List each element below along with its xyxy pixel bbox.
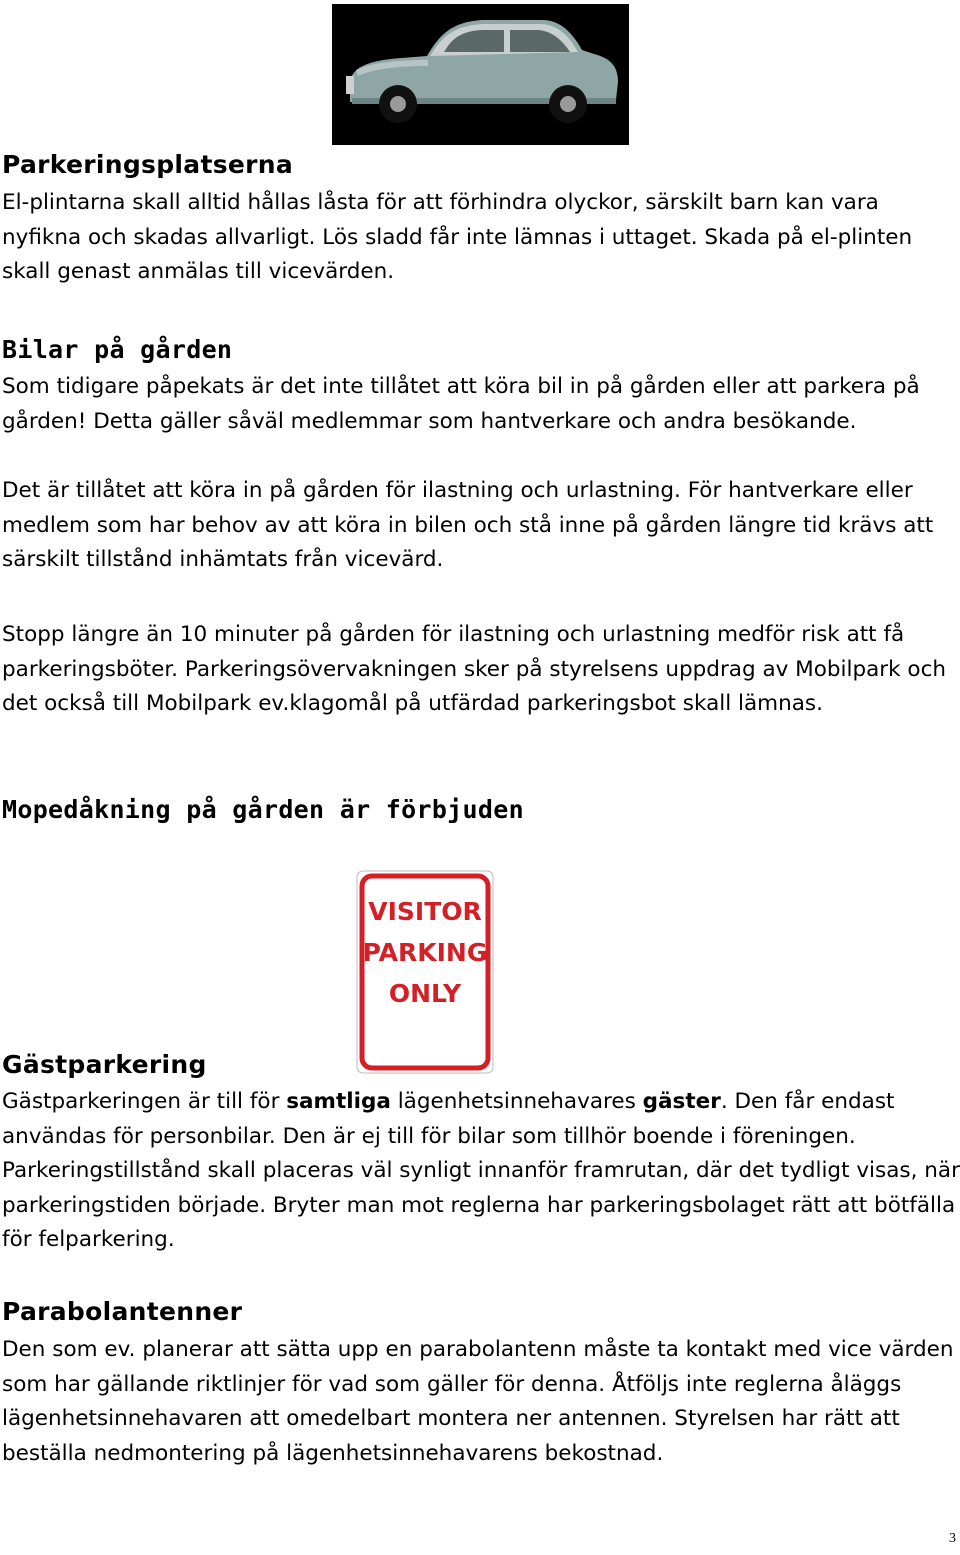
- paragraph-gastparkering: [2, 1085, 960, 1258]
- car-photo: [332, 4, 629, 145]
- heading-bilar-pa-garden: Bilar på gården: [2, 335, 233, 364]
- gast-text-1: Gästparkeringen är till för: [2, 1089, 287, 1114]
- car-icon: [332, 4, 629, 145]
- paragraph-bilar-3: Stopp längre än 10 minuter på gården för ilastning och urlastning medför risk att få parkeringsböter. Parkeringsövervakningen sker på styrelsens uppdrag av Mobilpark och det också till Mobilpark ev.klagomål på utfärdad parkeringsbot skall lämnas.: [2, 622, 947, 716]
- page-number: 3: [949, 1531, 956, 1546]
- paragraph-parabolantenner: Den som ev. planerar att sätta upp en parabolantenn måste ta kontakt med vice värden som har gällande riktlinjer för vad som gäller för denna. Åtföljs inte reglerna åläggs lägenhetsinnehavaren att omedelbart montera ner antennen. Styrelsen har rätt att beställa nedmontering på lägenhetsinnehavarens bekostnad.: [2, 1337, 954, 1466]
- heading-parkeringsplatserna: Parkeringsplatserna: [2, 150, 294, 179]
- sign-line-parking: PARKING: [362, 938, 488, 967]
- heading-moped: Mopedåkning på gården är förbjuden: [2, 795, 524, 824]
- gast-bold-samtliga: samtliga: [286, 1089, 391, 1114]
- sign-line-visitor: VISITOR: [368, 897, 482, 926]
- sign-line-only: ONLY: [388, 979, 462, 1008]
- gast-bold-gaster: gäster: [642, 1089, 721, 1114]
- heading-gastparkering: Gästparkering: [2, 1050, 207, 1079]
- paragraph-parkeringsplatserna: El-plintarna skall alltid hållas låsta för att förhindra olyckor, särskilt barn kan vara nyfikna och skadas allvarligt. Lös sladd får inte lämnas i uttaget. Skada på el-plinten skall genast anmälas till vicevärden.: [2, 190, 913, 284]
- visitor-parking-sign: [356, 870, 494, 1074]
- paragraph-bilar-2: Det är tillåtet att köra in på gården för ilastning och urlastning. För hantverkare eller medlem som har behov av att köra in bilen och stå inne på gården längre tid krävs att särskilt tillstånd inhämtats från vicevärd.: [2, 478, 934, 572]
- gast-text-3: . Den får endast användas för personbilar. Den är ej till för bilar som tillhör boende i föreningen. Parkeringstillstånd skall placeras väl synligt innanför framrutan, där det tydligt visas, när parkeringstiden började. Bryter man mot reglerna har parkeringsbolaget rätt att bötfälla för felparkering.: [2, 1089, 960, 1252]
- paragraph-bilar-1: Som tidigare påpekats är det inte tillåtet att köra bil in på gården eller att parkera på gården! Detta gäller såväl medlemmar som hantverkare och andra besökande.: [2, 374, 920, 434]
- heading-parabolantenner: Parabolantenner: [2, 1297, 243, 1326]
- gast-text-2: lägenhetsinnehavares: [390, 1089, 643, 1114]
